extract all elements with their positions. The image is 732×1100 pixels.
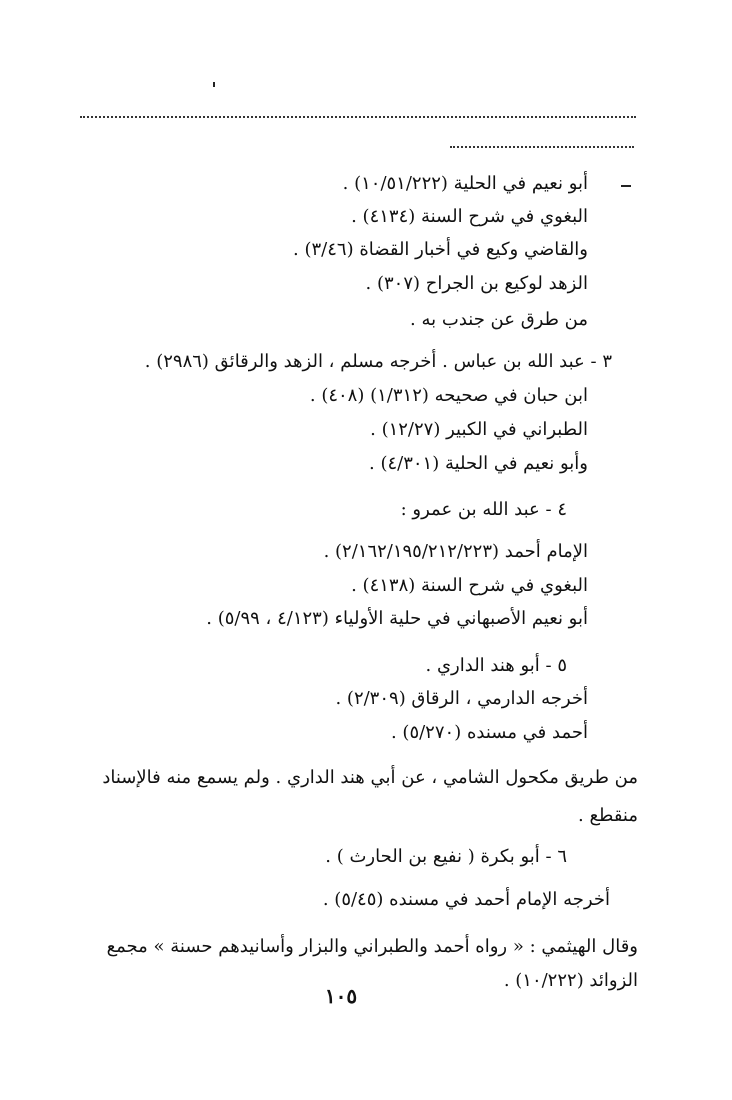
text-line-14: ٥ - أبو هند الداري . <box>425 655 567 676</box>
text-line-9: وأبو نعيم في الحلية (٤/٣٠١) . <box>369 453 588 474</box>
text-line-4: الزهد لوكيع بن الجراح (٣٠٧) . <box>365 273 588 294</box>
text-line-21: وقال الهيثمي : « رواه أحمد والطبراني والبزار وأسانيدهم حسنة » مجمع <box>106 936 638 957</box>
margin-dash-mark <box>621 185 631 187</box>
text-line-13: أبو نعيم الأصبهاني في حلية الأولياء (٤/١٢٣ ، ٥/٩٩) . <box>206 608 588 629</box>
text-line-16: أحمد في مسنده (٥/٢٧٠) . <box>390 722 588 743</box>
text-line-12: البغوي في شرح السنة (٤١٣٨) . <box>351 575 588 596</box>
text-line-18: منقطع . <box>578 805 638 826</box>
text-line-6: ٣ - عبد الله بن عباس . أخرجه مسلم ، الزهد والرقائق (٢٩٨٦) . <box>144 351 612 372</box>
text-line-20: أخرجه الإمام أحمد في مسنده (٥/٤٥) . <box>322 889 610 910</box>
dotted-separator-long <box>80 116 636 118</box>
dotted-separator-short <box>450 146 634 148</box>
top-speck <box>213 82 215 87</box>
text-line-7: ابن حبان في صحيحه (١/٣١٢) (٤٠٨) . <box>309 385 588 406</box>
text-line-5: من طرق عن جندب به . <box>410 309 588 330</box>
text-line-15: أخرجه الدارمي ، الرقاق (٢/٣٠٩) . <box>335 688 588 709</box>
text-line-22: الزوائد (١٠/٢٢٢) . <box>503 970 638 991</box>
text-line-10: ٤ - عبد الله بن عمرو : <box>400 499 567 520</box>
text-line-3: والقاضي وكيع في أخبار القضاة (٣/٤٦) . <box>293 239 588 260</box>
text-line-19: ٦ - أبو بكرة ( نفيع بن الحارث ) . <box>325 846 567 867</box>
text-line-1: أبو نعيم في الحلية (١٠/٥١/٢٢٢) . <box>342 173 588 194</box>
page-number: ١٠٥ <box>324 984 358 1008</box>
text-line-2: البغوي في شرح السنة (٤١٣٤) . <box>351 206 588 227</box>
text-line-11: الإمام أحمد (٢/١٦٢/١٩٥/٢١٢/٢٢٣) . <box>323 541 588 562</box>
text-line-8: الطبراني في الكبير (١٢/٢٧) . <box>370 419 588 440</box>
text-line-17: من طريق مكحول الشامي ، عن أبي هند الداري . ولم يسمع منه فالإسناد <box>102 767 638 788</box>
